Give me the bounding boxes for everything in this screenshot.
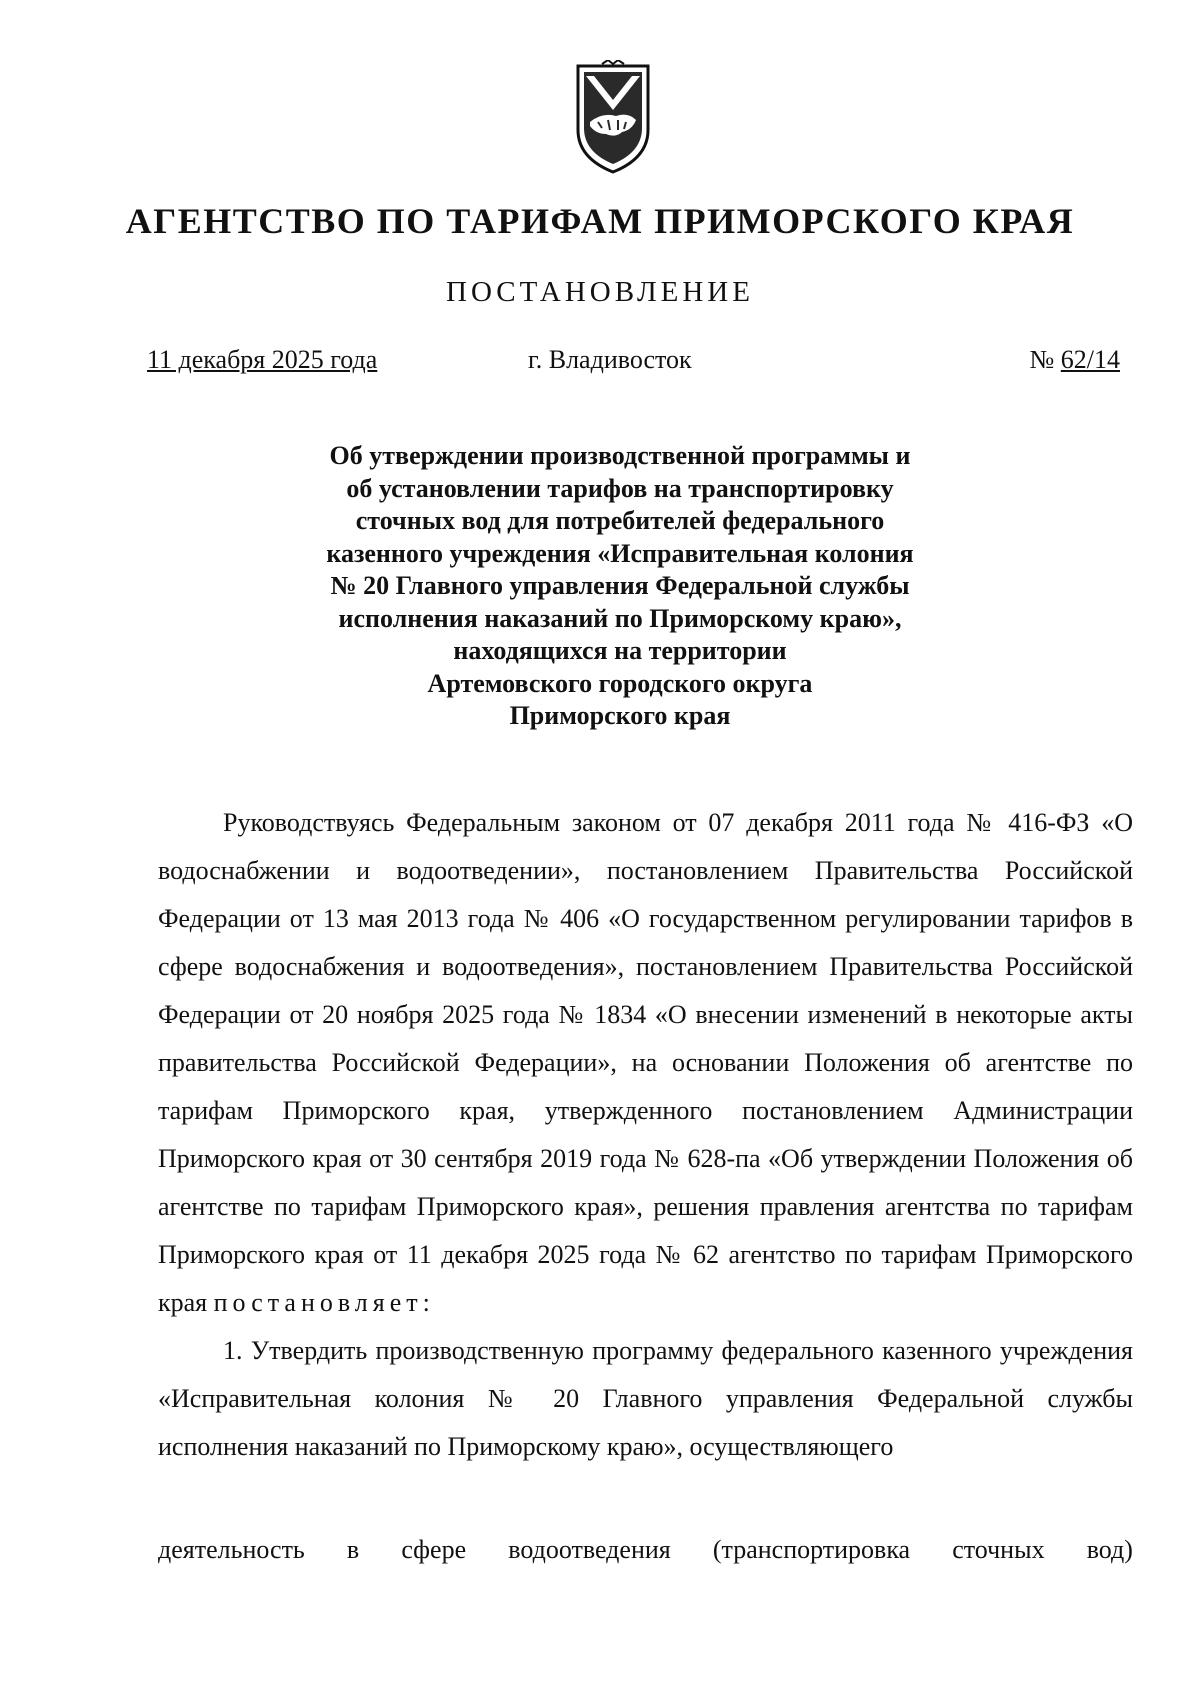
title-line: казенного учреждения «Исправительная колония <box>326 538 914 568</box>
decree-word: постановляет: <box>213 1288 435 1317</box>
document-number <box>1029 345 1120 375</box>
document-city: г. Владивосток <box>528 345 692 374</box>
title-line: исполнения наказаний по Приморскому краю», <box>338 603 902 633</box>
preamble-text: Руководствуясь Федеральным законом от 07 декабря 2011 года № 416-ФЗ «О водоснабжении и водоотведении», постановлением Правительства Российской Федерации от 13 мая 2013 года № 406 «О государственном регулировании тарифов в сфере водоснабжения и водоотведения», постановлением Правительства Российской Федерации от 20 ноября 2025 года № 1834 «О внесении изменений в некоторые акты правительства Российской Федерации», на основании Положения об агентстве по тарифам Приморского края, утвержденного постановлением Администрации Приморского края от 30 сентября 2019 года № 628-па «Об утверждении Положения об агентстве по тарифам Приморского края», решения правления агентства по тарифам Приморского края от 11 декабря 2025 года № 62 агентство по тарифам Приморского края <box>158 808 1133 1317</box>
title-line: сточных вод для потребителей федерального <box>355 506 885 535</box>
word: вод) <box>1086 1535 1133 1564</box>
word: в <box>346 1535 360 1564</box>
document-type: ПОСТАНОВЛЕНИЕ <box>446 276 754 308</box>
word: сфере <box>401 1535 467 1564</box>
agency-name: АГЕНТСТВО ПО ТАРИФАМ ПРИМОРСКОГО КРАЯ <box>125 201 1075 241</box>
document-date: 11 декабря 2025 года <box>147 345 378 374</box>
word: сточных <box>952 1535 1045 1564</box>
title-line: Об утверждении производственной программы и <box>329 441 911 470</box>
preamble-paragraph <box>158 799 1133 1327</box>
document-title <box>200 440 1040 733</box>
word: водоотведения <box>508 1535 671 1564</box>
word: (транспортировка <box>712 1535 911 1564</box>
coat-of-arms-icon <box>572 60 654 178</box>
title-line: Приморского края <box>509 701 731 730</box>
document-body <box>158 799 1133 1471</box>
title-line: об установлении тарифов на транспортировку <box>346 473 894 503</box>
number-prefix: № <box>1029 345 1061 374</box>
word: деятельность <box>158 1535 305 1564</box>
item-1-paragraph: 1. Утвердить производственную программу федерального казенного учреждения «Исправительная колония № 20 Главного управления Федеральной службы исполнения наказаний по Приморскому краю», осуществляющего <box>158 1336 1133 1461</box>
title-line: Артемовского городского округа <box>427 668 813 698</box>
item-1-last-line <box>158 1535 1133 1565</box>
title-line: находящихся на территории <box>453 636 787 665</box>
title-line: № 20 Главного управления Федеральной службы <box>330 571 910 600</box>
number-value: 62/14 <box>1060 345 1120 374</box>
